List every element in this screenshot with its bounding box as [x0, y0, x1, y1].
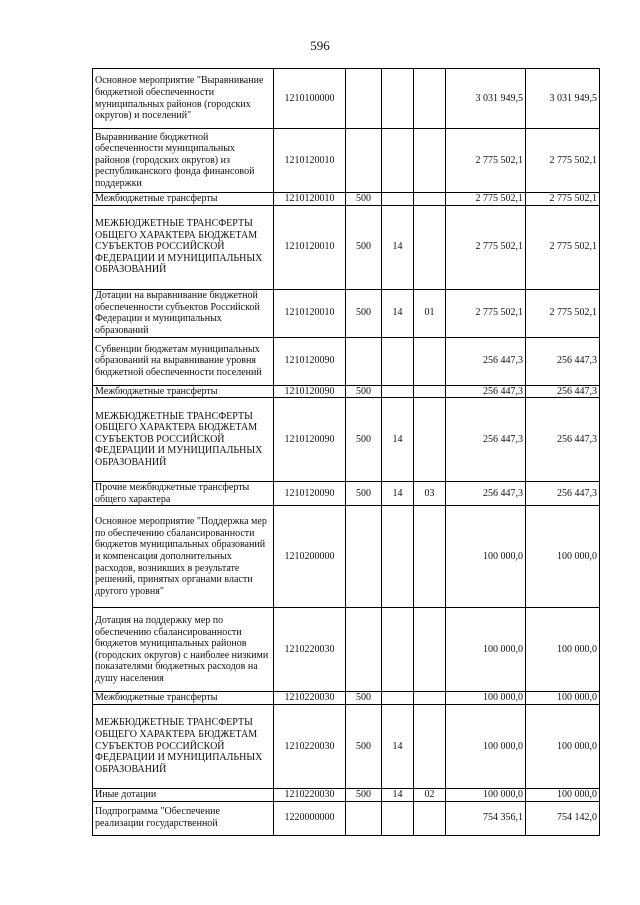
subsection [414, 337, 446, 385]
row-name: Прочие межбюджетные трансферты общего характера [93, 482, 274, 506]
table-row [93, 506, 600, 608]
section [382, 692, 414, 705]
row-name: Дотации на выравнивание бюджетной обеспеченности субъектов Российской Федерации и муниципальных образований [93, 289, 274, 337]
expense-type: 500 [346, 193, 382, 206]
target-code: 1210120010 [274, 129, 346, 193]
expense-type: 500 [346, 289, 382, 337]
target-code: 1210120090 [274, 482, 346, 506]
section [382, 193, 414, 206]
expense-type [346, 506, 382, 608]
amount-year-1: 100 000,0 [446, 788, 526, 801]
subsection [414, 193, 446, 206]
amount-year-1: 256 447,3 [446, 398, 526, 482]
table-row [93, 482, 600, 506]
section: 14 [382, 704, 414, 788]
section [382, 385, 414, 398]
row-name: МЕЖБЮДЖЕТНЫЕ ТРАНСФЕРТЫ ОБЩЕГО ХАРАКТЕРА БЮДЖЕТАМ СУБЪЕКТОВ РОССИЙСКОЙ ФЕДЕРАЦИИ И МУНИЦИПАЛЬНЫХ ОБРАЗОВАНИЙ [93, 398, 274, 482]
subsection [414, 608, 446, 692]
amount-year-2: 256 447,3 [526, 482, 600, 506]
row-name: Основное мероприятие "Поддержка мер по обеспечению сбалансированности бюджетов муниципальных образований и компенсация дополнительных расходов, возникших в результате решений, принятых органами власти другого уровня" [93, 506, 274, 608]
target-code: 1210220030 [274, 692, 346, 705]
expense-type [346, 608, 382, 692]
amount-year-2: 100 000,0 [526, 704, 600, 788]
subsection [414, 69, 446, 129]
subsection [414, 129, 446, 193]
section [382, 69, 414, 129]
row-name: МЕЖБЮДЖЕТНЫЕ ТРАНСФЕРТЫ ОБЩЕГО ХАРАКТЕРА БЮДЖЕТАМ СУБЪЕКТОВ РОССИЙСКОЙ ФЕДЕРАЦИИ И МУНИЦИПАЛЬНЫХ ОБРАЗОВАНИЙ [93, 704, 274, 788]
amount-year-2: 2 775 502,1 [526, 129, 600, 193]
table-row [93, 193, 600, 206]
budget-table-body [93, 69, 600, 836]
table-row [93, 398, 600, 482]
row-name: Основное мероприятие "Выравнивание бюджетной обеспеченности муниципальных районов (городских округов) и поселений" [93, 69, 274, 129]
subsection [414, 506, 446, 608]
table-row [93, 385, 600, 398]
amount-year-2: 256 447,3 [526, 337, 600, 385]
section: 14 [382, 788, 414, 801]
amount-year-1: 2 775 502,1 [446, 129, 526, 193]
target-code: 1210220030 [274, 704, 346, 788]
row-name: МЕЖБЮДЖЕТНЫЕ ТРАНСФЕРТЫ ОБЩЕГО ХАРАКТЕРА БЮДЖЕТАМ СУБЪЕКТОВ РОССИЙСКОЙ ФЕДЕРАЦИИ И МУНИЦИПАЛЬНЫХ ОБРАЗОВАНИЙ [93, 205, 274, 289]
expense-type: 500 [346, 788, 382, 801]
expense-type [346, 337, 382, 385]
section [382, 337, 414, 385]
section [382, 801, 414, 835]
amount-year-1: 256 447,3 [446, 482, 526, 506]
amount-year-2: 100 000,0 [526, 788, 600, 801]
row-name: Подпрограмма "Обеспечение реализации государственной [93, 801, 274, 835]
amount-year-1: 256 447,3 [446, 385, 526, 398]
row-name: Межбюджетные трансферты [93, 193, 274, 206]
amount-year-1: 3 031 949,5 [446, 69, 526, 129]
table-row [93, 205, 600, 289]
row-name: Дотация на поддержку мер по обеспечению сбалансированности бюджетов муниципальных районов (городских округов) с наиболее низкими показателями бюджетных расходов на душу населения [93, 608, 274, 692]
table-row [93, 337, 600, 385]
expense-type: 500 [346, 482, 382, 506]
expense-type: 500 [346, 398, 382, 482]
target-code: 1210120010 [274, 193, 346, 206]
amount-year-2: 100 000,0 [526, 506, 600, 608]
page-number: 596 [310, 38, 330, 53]
row-name: Субвенции бюджетам муниципальных образований на выравнивание уровня бюджетной обеспеченности поселений [93, 337, 274, 385]
table-row [93, 608, 600, 692]
amount-year-2: 256 447,3 [526, 385, 600, 398]
expense-type: 500 [346, 205, 382, 289]
table-row [93, 692, 600, 705]
amount-year-1: 100 000,0 [446, 692, 526, 705]
amount-year-1: 100 000,0 [446, 704, 526, 788]
target-code: 1210200000 [274, 506, 346, 608]
section [382, 608, 414, 692]
amount-year-1: 256 447,3 [446, 337, 526, 385]
section: 14 [382, 205, 414, 289]
row-name: Межбюджетные трансферты [93, 385, 274, 398]
expense-type [346, 129, 382, 193]
expense-type [346, 69, 382, 129]
table-row [93, 788, 600, 801]
row-name: Иные дотации [93, 788, 274, 801]
amount-year-2: 3 031 949,5 [526, 69, 600, 129]
amount-year-1: 100 000,0 [446, 608, 526, 692]
table-row [93, 69, 600, 129]
target-code: 1210120010 [274, 205, 346, 289]
target-code: 1220000000 [274, 801, 346, 835]
amount-year-1: 2 775 502,1 [446, 205, 526, 289]
amount-year-1: 2 775 502,1 [446, 289, 526, 337]
subsection: 02 [414, 788, 446, 801]
subsection [414, 398, 446, 482]
subsection [414, 385, 446, 398]
target-code: 1210120090 [274, 337, 346, 385]
amount-year-2: 100 000,0 [526, 692, 600, 705]
amount-year-1: 2 775 502,1 [446, 193, 526, 206]
row-name: Выравнивание бюджетной обеспеченности муниципальных районов (городских округов) из республиканского фонда финансовой поддержки [93, 129, 274, 193]
table-row [93, 129, 600, 193]
amount-year-2: 2 775 502,1 [526, 205, 600, 289]
target-code: 1210100000 [274, 69, 346, 129]
expense-type [346, 801, 382, 835]
target-code: 1210120090 [274, 398, 346, 482]
budget-table [92, 68, 600, 836]
amount-year-1: 754 356,1 [446, 801, 526, 835]
amount-year-2: 754 142,0 [526, 801, 600, 835]
expense-type: 500 [346, 704, 382, 788]
section: 14 [382, 398, 414, 482]
subsection [414, 692, 446, 705]
section: 14 [382, 482, 414, 506]
target-code: 1210120010 [274, 289, 346, 337]
row-name: Межбюджетные трансферты [93, 692, 274, 705]
expense-type: 500 [346, 385, 382, 398]
expense-type: 500 [346, 692, 382, 705]
table-row [93, 704, 600, 788]
amount-year-2: 100 000,0 [526, 608, 600, 692]
amount-year-2: 2 775 502,1 [526, 193, 600, 206]
subsection [414, 205, 446, 289]
subsection: 01 [414, 289, 446, 337]
amount-year-1: 100 000,0 [446, 506, 526, 608]
section: 14 [382, 289, 414, 337]
subsection [414, 704, 446, 788]
subsection: 03 [414, 482, 446, 506]
amount-year-2: 256 447,3 [526, 398, 600, 482]
section [382, 129, 414, 193]
target-code: 1210220030 [274, 608, 346, 692]
table-row [93, 801, 600, 835]
target-code: 1210220030 [274, 788, 346, 801]
table-row [93, 289, 600, 337]
amount-year-2: 2 775 502,1 [526, 289, 600, 337]
subsection [414, 801, 446, 835]
section [382, 506, 414, 608]
target-code: 1210120090 [274, 385, 346, 398]
